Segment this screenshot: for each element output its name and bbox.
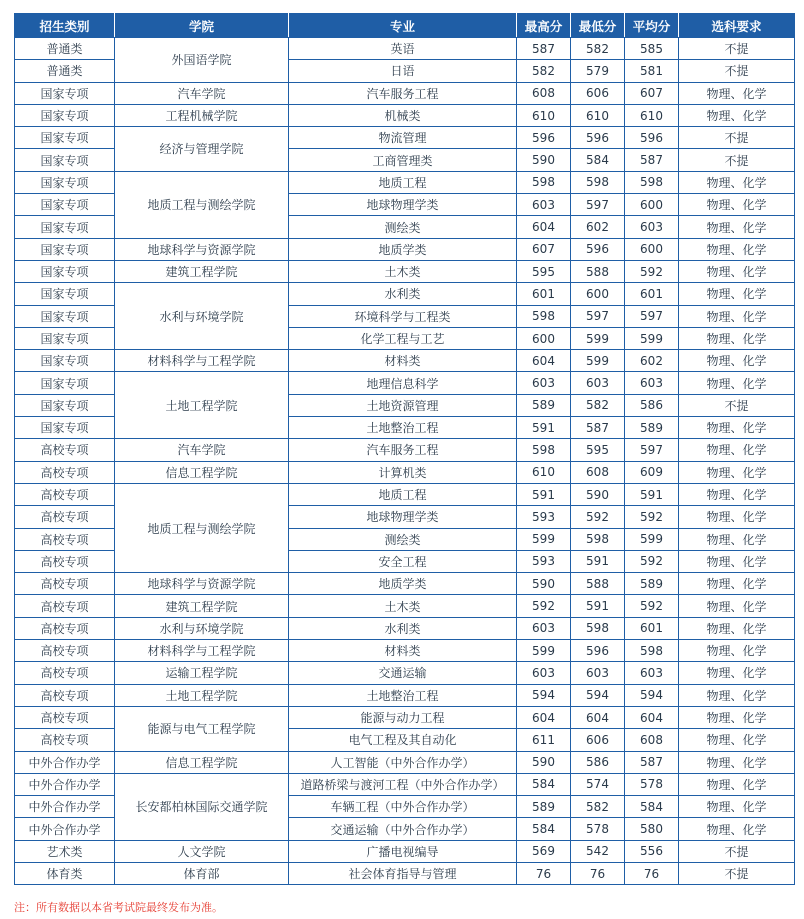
cell-min-score: 600 xyxy=(571,283,625,305)
cell-min-score: 610 xyxy=(571,104,625,126)
cell-major: 环境科学与工程类 xyxy=(289,305,517,327)
cell-min-score: 586 xyxy=(571,751,625,773)
cell-min-score: 584 xyxy=(571,149,625,171)
cell-major: 机械类 xyxy=(289,104,517,126)
cell-category: 普通类 xyxy=(15,38,115,60)
table-header-row xyxy=(15,14,795,38)
admission-scores-table xyxy=(14,13,795,885)
table-row xyxy=(15,350,795,372)
cell-category: 高校专项 xyxy=(15,439,115,461)
cell-max-score: 598 xyxy=(517,439,571,461)
cell-college: 体育部 xyxy=(115,862,289,884)
cell-avg-score: 610 xyxy=(625,104,679,126)
cell-college: 外国语学院 xyxy=(115,38,289,83)
cell-min-score: 591 xyxy=(571,550,625,572)
cell-subject-requirement: 物理、化学 xyxy=(679,528,795,550)
cell-max-score: 590 xyxy=(517,149,571,171)
cell-min-score: 582 xyxy=(571,796,625,818)
cell-college: 地球科学与资源学院 xyxy=(115,573,289,595)
cell-major: 地质学类 xyxy=(289,573,517,595)
table-row xyxy=(15,461,795,483)
cell-avg-score: 584 xyxy=(625,796,679,818)
cell-major: 测绘类 xyxy=(289,528,517,550)
table-row xyxy=(15,640,795,662)
cell-major: 人工智能（中外合作办学） xyxy=(289,751,517,773)
cell-category: 高校专项 xyxy=(15,729,115,751)
cell-subject-requirement: 物理、化学 xyxy=(679,439,795,461)
header-max-score: 最高分 xyxy=(517,14,571,38)
cell-college: 运输工程学院 xyxy=(115,662,289,684)
cell-category: 国家专项 xyxy=(15,350,115,372)
cell-category: 高校专项 xyxy=(15,573,115,595)
cell-avg-score: 597 xyxy=(625,305,679,327)
cell-min-score: 597 xyxy=(571,305,625,327)
cell-max-score: 591 xyxy=(517,483,571,505)
cell-category: 普通类 xyxy=(15,60,115,82)
cell-major: 水利类 xyxy=(289,283,517,305)
cell-college: 土地工程学院 xyxy=(115,684,289,706)
cell-avg-score: 597 xyxy=(625,439,679,461)
cell-max-score: 608 xyxy=(517,82,571,104)
cell-min-score: 582 xyxy=(571,38,625,60)
table-row xyxy=(15,483,795,505)
cell-max-score: 76 xyxy=(517,862,571,884)
cell-college: 土地工程学院 xyxy=(115,372,289,439)
cell-min-score: 598 xyxy=(571,171,625,193)
cell-subject-requirement: 物理、化学 xyxy=(679,305,795,327)
cell-max-score: 610 xyxy=(517,104,571,126)
cell-max-score: 603 xyxy=(517,617,571,639)
cell-college: 工程机械学院 xyxy=(115,104,289,126)
cell-max-score: 611 xyxy=(517,729,571,751)
cell-avg-score: 600 xyxy=(625,238,679,260)
cell-max-score: 595 xyxy=(517,260,571,282)
cell-min-score: 76 xyxy=(571,862,625,884)
cell-major: 工商管理类 xyxy=(289,149,517,171)
cell-avg-score: 594 xyxy=(625,684,679,706)
cell-max-score: 603 xyxy=(517,372,571,394)
cell-category: 国家专项 xyxy=(15,104,115,126)
cell-college: 地质工程与测绘学院 xyxy=(115,171,289,238)
table-row xyxy=(15,127,795,149)
table-row xyxy=(15,751,795,773)
cell-max-score: 592 xyxy=(517,595,571,617)
table-row xyxy=(15,171,795,193)
cell-max-score: 587 xyxy=(517,38,571,60)
cell-min-score: 579 xyxy=(571,60,625,82)
cell-major: 社会体育指导与管理 xyxy=(289,862,517,884)
cell-major: 水利类 xyxy=(289,617,517,639)
cell-category: 国家专项 xyxy=(15,171,115,193)
cell-min-score: 598 xyxy=(571,528,625,550)
table-row xyxy=(15,773,795,795)
cell-avg-score: 586 xyxy=(625,394,679,416)
cell-min-score: 595 xyxy=(571,439,625,461)
cell-min-score: 588 xyxy=(571,573,625,595)
cell-major: 地质工程 xyxy=(289,171,517,193)
cell-subject-requirement: 物理、化学 xyxy=(679,729,795,751)
cell-category: 国家专项 xyxy=(15,327,115,349)
cell-category: 国家专项 xyxy=(15,216,115,238)
cell-major: 测绘类 xyxy=(289,216,517,238)
cell-avg-score: 589 xyxy=(625,573,679,595)
table-row xyxy=(15,372,795,394)
cell-avg-score: 609 xyxy=(625,461,679,483)
cell-category: 高校专项 xyxy=(15,617,115,639)
cell-min-score: 603 xyxy=(571,372,625,394)
cell-max-score: 590 xyxy=(517,573,571,595)
cell-max-score: 594 xyxy=(517,684,571,706)
cell-min-score: 606 xyxy=(571,82,625,104)
cell-category: 中外合作办学 xyxy=(15,796,115,818)
cell-max-score: 599 xyxy=(517,640,571,662)
cell-max-score: 610 xyxy=(517,461,571,483)
cell-avg-score: 598 xyxy=(625,171,679,193)
cell-subject-requirement: 物理、化学 xyxy=(679,260,795,282)
cell-min-score: 596 xyxy=(571,238,625,260)
cell-avg-score: 607 xyxy=(625,82,679,104)
cell-min-score: 591 xyxy=(571,595,625,617)
cell-min-score: 587 xyxy=(571,417,625,439)
cell-max-score: 590 xyxy=(517,751,571,773)
cell-subject-requirement: 物理、化学 xyxy=(679,483,795,505)
cell-min-score: 599 xyxy=(571,327,625,349)
cell-avg-score: 592 xyxy=(625,506,679,528)
cell-subject-requirement: 物理、化学 xyxy=(679,751,795,773)
table-row xyxy=(15,573,795,595)
header-min-score: 最低分 xyxy=(571,14,625,38)
cell-subject-requirement: 物理、化学 xyxy=(679,104,795,126)
cell-max-score: 603 xyxy=(517,194,571,216)
cell-avg-score: 603 xyxy=(625,372,679,394)
cell-avg-score: 556 xyxy=(625,840,679,862)
cell-min-score: 602 xyxy=(571,216,625,238)
cell-subject-requirement: 物理、化学 xyxy=(679,238,795,260)
cell-subject-requirement: 物理、化学 xyxy=(679,662,795,684)
cell-major: 材料类 xyxy=(289,350,517,372)
cell-subject-requirement: 物理、化学 xyxy=(679,461,795,483)
cell-subject-requirement: 不提 xyxy=(679,394,795,416)
cell-subject-requirement: 物理、化学 xyxy=(679,640,795,662)
table-row xyxy=(15,82,795,104)
cell-min-score: 592 xyxy=(571,506,625,528)
cell-max-score: 589 xyxy=(517,796,571,818)
cell-category: 国家专项 xyxy=(15,417,115,439)
cell-category: 高校专项 xyxy=(15,684,115,706)
cell-major: 能源与动力工程 xyxy=(289,706,517,728)
cell-avg-score: 589 xyxy=(625,417,679,439)
table-row xyxy=(15,862,795,884)
cell-max-score: 569 xyxy=(517,840,571,862)
cell-subject-requirement: 物理、化学 xyxy=(679,684,795,706)
cell-min-score: 542 xyxy=(571,840,625,862)
cell-max-score: 604 xyxy=(517,706,571,728)
cell-max-score: 607 xyxy=(517,238,571,260)
cell-avg-score: 578 xyxy=(625,773,679,795)
table-row xyxy=(15,38,795,60)
cell-avg-score: 601 xyxy=(625,283,679,305)
table-row xyxy=(15,283,795,305)
cell-avg-score: 603 xyxy=(625,662,679,684)
cell-major: 交通运输（中外合作办学） xyxy=(289,818,517,840)
cell-category: 艺术类 xyxy=(15,840,115,862)
cell-avg-score: 604 xyxy=(625,706,679,728)
cell-subject-requirement: 物理、化学 xyxy=(679,506,795,528)
cell-max-score: 604 xyxy=(517,216,571,238)
header-category: 招生类别 xyxy=(15,14,115,38)
header-subject-requirement: 选科要求 xyxy=(679,14,795,38)
cell-college: 信息工程学院 xyxy=(115,461,289,483)
cell-category: 高校专项 xyxy=(15,662,115,684)
table-row xyxy=(15,662,795,684)
cell-subject-requirement: 不提 xyxy=(679,38,795,60)
cell-subject-requirement: 不提 xyxy=(679,862,795,884)
cell-major: 土地整治工程 xyxy=(289,417,517,439)
cell-min-score: 596 xyxy=(571,127,625,149)
cell-subject-requirement: 不提 xyxy=(679,60,795,82)
cell-major: 道路桥梁与渡河工程（中外合作办学） xyxy=(289,773,517,795)
cell-avg-score: 585 xyxy=(625,38,679,60)
table-row xyxy=(15,840,795,862)
cell-max-score: 589 xyxy=(517,394,571,416)
cell-major: 物流管理 xyxy=(289,127,517,149)
cell-category: 体育类 xyxy=(15,862,115,884)
cell-college: 水利与环境学院 xyxy=(115,283,289,350)
cell-subject-requirement: 不提 xyxy=(679,840,795,862)
cell-subject-requirement: 物理、化学 xyxy=(679,372,795,394)
cell-major: 汽车服务工程 xyxy=(289,439,517,461)
cell-category: 国家专项 xyxy=(15,194,115,216)
cell-min-score: 597 xyxy=(571,194,625,216)
cell-subject-requirement: 物理、化学 xyxy=(679,194,795,216)
cell-college: 人文学院 xyxy=(115,840,289,862)
cell-avg-score: 592 xyxy=(625,260,679,282)
cell-avg-score: 587 xyxy=(625,149,679,171)
table-row xyxy=(15,439,795,461)
cell-min-score: 582 xyxy=(571,394,625,416)
cell-min-score: 574 xyxy=(571,773,625,795)
cell-min-score: 578 xyxy=(571,818,625,840)
cell-min-score: 606 xyxy=(571,729,625,751)
cell-college: 地质工程与测绘学院 xyxy=(115,483,289,572)
cell-category: 国家专项 xyxy=(15,372,115,394)
cell-major: 地质学类 xyxy=(289,238,517,260)
cell-college: 汽车学院 xyxy=(115,82,289,104)
cell-min-score: 604 xyxy=(571,706,625,728)
cell-college: 材料科学与工程学院 xyxy=(115,350,289,372)
cell-major: 材料类 xyxy=(289,640,517,662)
cell-college: 经济与管理学院 xyxy=(115,127,289,172)
table-row xyxy=(15,684,795,706)
cell-subject-requirement: 物理、化学 xyxy=(679,82,795,104)
cell-college: 建筑工程学院 xyxy=(115,595,289,617)
cell-subject-requirement: 不提 xyxy=(679,149,795,171)
footnote: 注：所有数据以本省考试院最终发布为准。 xyxy=(14,901,223,914)
cell-avg-score: 592 xyxy=(625,550,679,572)
cell-major: 日语 xyxy=(289,60,517,82)
cell-category: 国家专项 xyxy=(15,394,115,416)
cell-category: 高校专项 xyxy=(15,528,115,550)
cell-category: 中外合作办学 xyxy=(15,773,115,795)
header-avg-score: 平均分 xyxy=(625,14,679,38)
cell-category: 高校专项 xyxy=(15,550,115,572)
cell-avg-score: 581 xyxy=(625,60,679,82)
cell-subject-requirement: 物理、化学 xyxy=(679,796,795,818)
header-major: 专业 xyxy=(289,14,517,38)
cell-avg-score: 587 xyxy=(625,751,679,773)
cell-major: 汽车服务工程 xyxy=(289,82,517,104)
cell-max-score: 593 xyxy=(517,506,571,528)
cell-major: 化学工程与工艺 xyxy=(289,327,517,349)
cell-college: 能源与电气工程学院 xyxy=(115,706,289,751)
cell-max-score: 603 xyxy=(517,662,571,684)
cell-subject-requirement: 物理、化学 xyxy=(679,773,795,795)
table-row xyxy=(15,104,795,126)
cell-avg-score: 601 xyxy=(625,617,679,639)
cell-category: 高校专项 xyxy=(15,483,115,505)
cell-category: 国家专项 xyxy=(15,260,115,282)
cell-major: 地理信息科学 xyxy=(289,372,517,394)
cell-category: 高校专项 xyxy=(15,595,115,617)
cell-subject-requirement: 物理、化学 xyxy=(679,350,795,372)
cell-max-score: 604 xyxy=(517,350,571,372)
cell-college: 地球科学与资源学院 xyxy=(115,238,289,260)
cell-major: 土木类 xyxy=(289,260,517,282)
cell-max-score: 584 xyxy=(517,773,571,795)
cell-max-score: 591 xyxy=(517,417,571,439)
table-row xyxy=(15,617,795,639)
table-row xyxy=(15,260,795,282)
cell-college: 材料科学与工程学院 xyxy=(115,640,289,662)
cell-min-score: 588 xyxy=(571,260,625,282)
cell-college: 建筑工程学院 xyxy=(115,260,289,282)
cell-subject-requirement: 物理、化学 xyxy=(679,573,795,595)
cell-category: 国家专项 xyxy=(15,127,115,149)
cell-category: 高校专项 xyxy=(15,640,115,662)
cell-category: 高校专项 xyxy=(15,461,115,483)
cell-avg-score: 599 xyxy=(625,528,679,550)
cell-category: 国家专项 xyxy=(15,149,115,171)
cell-avg-score: 591 xyxy=(625,483,679,505)
cell-subject-requirement: 物理、化学 xyxy=(679,706,795,728)
table-body xyxy=(15,38,795,885)
cell-subject-requirement: 不提 xyxy=(679,127,795,149)
cell-avg-score: 599 xyxy=(625,327,679,349)
cell-subject-requirement: 物理、化学 xyxy=(679,417,795,439)
cell-major: 车辆工程（中外合作办学） xyxy=(289,796,517,818)
cell-min-score: 590 xyxy=(571,483,625,505)
cell-subject-requirement: 物理、化学 xyxy=(679,550,795,572)
cell-avg-score: 76 xyxy=(625,862,679,884)
cell-min-score: 594 xyxy=(571,684,625,706)
cell-min-score: 599 xyxy=(571,350,625,372)
cell-avg-score: 598 xyxy=(625,640,679,662)
cell-max-score: 598 xyxy=(517,171,571,193)
cell-major: 英语 xyxy=(289,38,517,60)
cell-category: 国家专项 xyxy=(15,283,115,305)
header-college: 学院 xyxy=(115,14,289,38)
cell-max-score: 601 xyxy=(517,283,571,305)
cell-major: 广播电视编导 xyxy=(289,840,517,862)
cell-avg-score: 602 xyxy=(625,350,679,372)
cell-avg-score: 596 xyxy=(625,127,679,149)
cell-major: 交通运输 xyxy=(289,662,517,684)
cell-category: 国家专项 xyxy=(15,305,115,327)
cell-subject-requirement: 物理、化学 xyxy=(679,818,795,840)
cell-college: 长安都柏林国际交通学院 xyxy=(115,773,289,840)
cell-major: 土地整治工程 xyxy=(289,684,517,706)
cell-major: 土地资源管理 xyxy=(289,394,517,416)
cell-category: 国家专项 xyxy=(15,238,115,260)
cell-max-score: 582 xyxy=(517,60,571,82)
table-row xyxy=(15,238,795,260)
cell-major: 地球物理学类 xyxy=(289,194,517,216)
cell-max-score: 596 xyxy=(517,127,571,149)
cell-category: 高校专项 xyxy=(15,706,115,728)
cell-max-score: 599 xyxy=(517,528,571,550)
cell-min-score: 598 xyxy=(571,617,625,639)
table-row xyxy=(15,706,795,728)
cell-college: 汽车学院 xyxy=(115,439,289,461)
cell-subject-requirement: 物理、化学 xyxy=(679,595,795,617)
cell-major: 地质工程 xyxy=(289,483,517,505)
cell-avg-score: 580 xyxy=(625,818,679,840)
cell-subject-requirement: 物理、化学 xyxy=(679,283,795,305)
cell-major: 电气工程及其自动化 xyxy=(289,729,517,751)
cell-subject-requirement: 物理、化学 xyxy=(679,216,795,238)
cell-avg-score: 600 xyxy=(625,194,679,216)
cell-avg-score: 608 xyxy=(625,729,679,751)
cell-major: 计算机类 xyxy=(289,461,517,483)
cell-min-score: 603 xyxy=(571,662,625,684)
cell-min-score: 596 xyxy=(571,640,625,662)
cell-avg-score: 592 xyxy=(625,595,679,617)
cell-category: 国家专项 xyxy=(15,82,115,104)
cell-max-score: 584 xyxy=(517,818,571,840)
cell-subject-requirement: 物理、化学 xyxy=(679,617,795,639)
cell-max-score: 598 xyxy=(517,305,571,327)
cell-subject-requirement: 物理、化学 xyxy=(679,171,795,193)
cell-college: 水利与环境学院 xyxy=(115,617,289,639)
cell-college: 信息工程学院 xyxy=(115,751,289,773)
cell-category: 中外合作办学 xyxy=(15,751,115,773)
cell-max-score: 600 xyxy=(517,327,571,349)
table-row xyxy=(15,595,795,617)
cell-major: 地球物理学类 xyxy=(289,506,517,528)
cell-category: 高校专项 xyxy=(15,506,115,528)
cell-category: 中外合作办学 xyxy=(15,818,115,840)
cell-subject-requirement: 物理、化学 xyxy=(679,327,795,349)
cell-major: 安全工程 xyxy=(289,550,517,572)
cell-major: 土木类 xyxy=(289,595,517,617)
cell-min-score: 608 xyxy=(571,461,625,483)
cell-max-score: 593 xyxy=(517,550,571,572)
cell-avg-score: 603 xyxy=(625,216,679,238)
